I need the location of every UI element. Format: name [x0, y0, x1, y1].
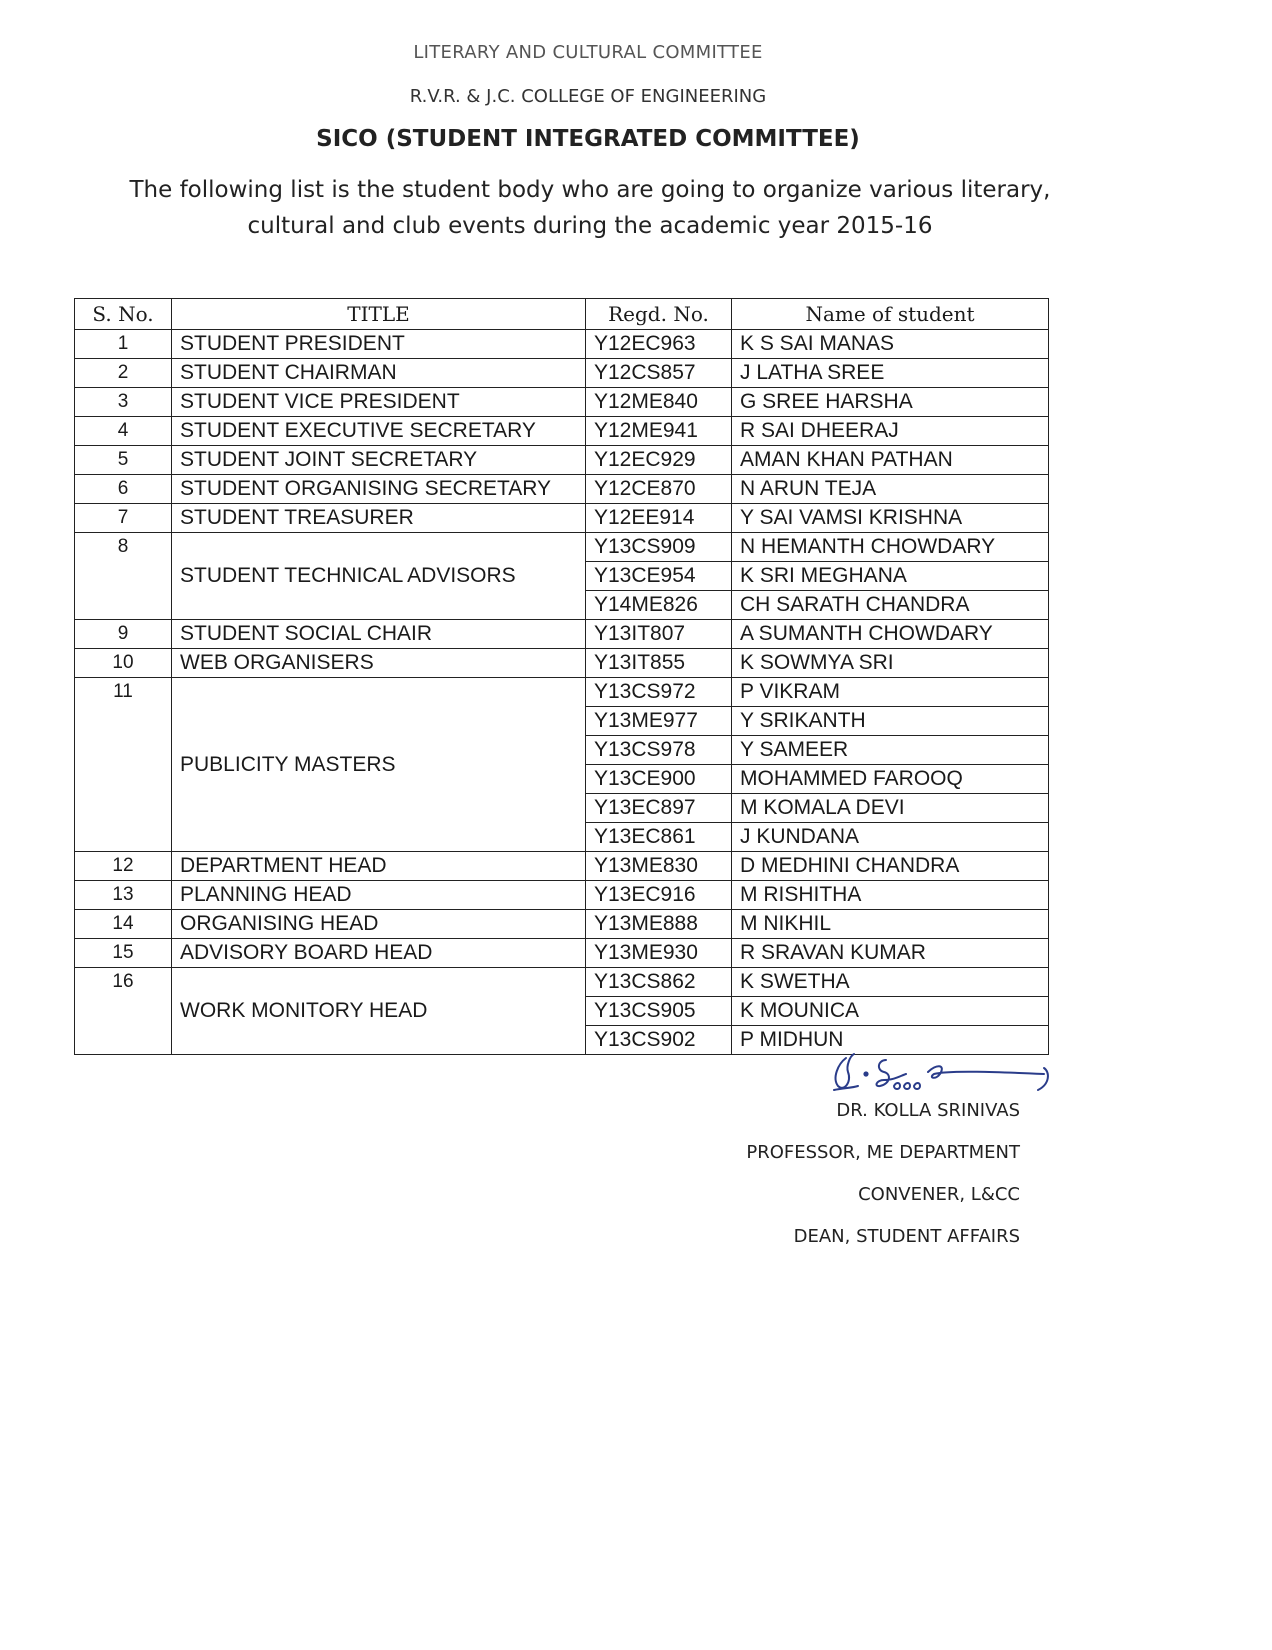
cell-sno: 10: [75, 649, 172, 678]
table-row: [75, 620, 1049, 649]
intro-line-1: The following list is the student body who are going to organize various literary,: [129, 177, 1051, 203]
table-row: [75, 678, 1049, 707]
header-regd: Regd. No.: [586, 299, 732, 330]
cell-regd-no: Y12ME840: [586, 388, 732, 417]
cell-title: WORK MONITORY HEAD: [172, 968, 586, 1055]
cell-sno: 13: [75, 881, 172, 910]
committee-heading: LITERARY AND CULTURAL COMMITTEE: [413, 42, 763, 63]
cell-regd-no: Y13CE900: [586, 765, 732, 794]
cell-student-name: Y SAMEER: [732, 736, 1049, 765]
cell-student-name: M KOMALA DEVI: [732, 794, 1049, 823]
committee-table: [74, 298, 1049, 1055]
cell-student-name: J KUNDANA: [732, 823, 1049, 852]
cell-student-name: K MOUNICA: [732, 997, 1049, 1026]
cell-title: STUDENT EXECUTIVE SECRETARY: [172, 417, 586, 446]
cell-student-name: N ARUN TEJA: [732, 475, 1049, 504]
table-row: [75, 330, 1049, 359]
cell-student-name: CH SARATH CHANDRA: [732, 591, 1049, 620]
cell-student-name: K SRI MEGHANA: [732, 562, 1049, 591]
cell-student-name: Y SRIKANTH: [732, 707, 1049, 736]
header-title: TITLE: [172, 299, 586, 330]
cell-sno: 15: [75, 939, 172, 968]
table-body: [75, 330, 1049, 1055]
table-row: [75, 446, 1049, 475]
cell-student-name: N HEMANTH CHOWDARY: [732, 533, 1049, 562]
cell-sno: 8: [75, 533, 172, 620]
cell-sno: 9: [75, 620, 172, 649]
table-row: [75, 649, 1049, 678]
cell-student-name: M NIKHIL: [732, 910, 1049, 939]
cell-regd-no: Y12CS857: [586, 359, 732, 388]
cell-regd-no: Y13ME977: [586, 707, 732, 736]
table-row: [75, 417, 1049, 446]
cell-student-name: R SRAVAN KUMAR: [732, 939, 1049, 968]
table-row: [75, 475, 1049, 504]
cell-title: STUDENT ORGANISING SECRETARY: [172, 475, 586, 504]
cell-sno: 12: [75, 852, 172, 881]
cell-student-name: MOHAMMED FAROOQ: [732, 765, 1049, 794]
cell-student-name: P MIDHUN: [732, 1026, 1049, 1055]
cell-student-name: D MEDHINI CHANDRA: [732, 852, 1049, 881]
cell-student-name: R SAI DHEERAJ: [732, 417, 1049, 446]
cell-regd-no: Y12EE914: [586, 504, 732, 533]
table-row: [75, 852, 1049, 881]
cell-regd-no: Y13CS909: [586, 533, 732, 562]
cell-title: STUDENT TREASURER: [172, 504, 586, 533]
cell-student-name: K S SAI MANAS: [732, 330, 1049, 359]
signatory-dean: DEAN, STUDENT AFFAIRS: [793, 1226, 1020, 1247]
cell-sno: 2: [75, 359, 172, 388]
header-sno: S. No.: [75, 299, 172, 330]
cell-sno: 4: [75, 417, 172, 446]
cell-regd-no: Y13CS862: [586, 968, 732, 997]
cell-student-name: K SOWMYA SRI: [732, 649, 1049, 678]
cell-sno: 11: [75, 678, 172, 852]
signatory-name: DR. KOLLA SRINIVAS: [836, 1100, 1020, 1121]
cell-regd-no: Y12ME941: [586, 417, 732, 446]
cell-student-name: A SUMANTH CHOWDARY: [732, 620, 1049, 649]
cell-regd-no: Y12CE870: [586, 475, 732, 504]
cell-sno: 1: [75, 330, 172, 359]
cell-regd-no: Y13EC916: [586, 881, 732, 910]
cell-regd-no: Y14ME826: [586, 591, 732, 620]
cell-title: PUBLICITY MASTERS: [172, 678, 586, 852]
cell-regd-no: Y13ME930: [586, 939, 732, 968]
table-row: [75, 968, 1049, 997]
cell-sno: 6: [75, 475, 172, 504]
cell-title: STUDENT SOCIAL CHAIR: [172, 620, 586, 649]
cell-title: PLANNING HEAD: [172, 881, 586, 910]
cell-title: ORGANISING HEAD: [172, 910, 586, 939]
cell-regd-no: Y13CS905: [586, 997, 732, 1026]
cell-regd-no: Y12EC929: [586, 446, 732, 475]
table-row: [75, 881, 1049, 910]
table-row: [75, 504, 1049, 533]
intro-paragraph: [100, 172, 1080, 244]
header-name: Name of student: [732, 299, 1049, 330]
intro-line-2: cultural and club events during the academic year 2015-16: [247, 213, 933, 239]
cell-title: DEPARTMENT HEAD: [172, 852, 586, 881]
cell-regd-no: Y13CS902: [586, 1026, 732, 1055]
cell-sno: 3: [75, 388, 172, 417]
cell-title: ADVISORY BOARD HEAD: [172, 939, 586, 968]
cell-regd-no: Y13CS972: [586, 678, 732, 707]
table-row: [75, 359, 1049, 388]
cell-student-name: G SREE HARSHA: [732, 388, 1049, 417]
cell-title: STUDENT PRESIDENT: [172, 330, 586, 359]
committee-table-wrapper: [74, 298, 1048, 1055]
cell-regd-no: Y13ME830: [586, 852, 732, 881]
cell-regd-no: Y13EC861: [586, 823, 732, 852]
cell-student-name: M RISHITHA: [732, 881, 1049, 910]
table-header-row: [75, 299, 1049, 330]
cell-regd-no: Y12EC963: [586, 330, 732, 359]
cell-regd-no: Y13CE954: [586, 562, 732, 591]
handwritten-signature: [828, 1050, 1068, 1100]
cell-regd-no: Y13ME888: [586, 910, 732, 939]
cell-sno: 7: [75, 504, 172, 533]
cell-title: WEB ORGANISERS: [172, 649, 586, 678]
cell-title: STUDENT VICE PRESIDENT: [172, 388, 586, 417]
signatory-designation: PROFESSOR, ME DEPARTMENT: [746, 1142, 1020, 1163]
cell-regd-no: Y13IT855: [586, 649, 732, 678]
document-title: SICO (STUDENT INTEGRATED COMMITTEE): [316, 126, 860, 152]
cell-sno: 16: [75, 968, 172, 1055]
table-row: [75, 939, 1049, 968]
cell-title: STUDENT TECHNICAL ADVISORS: [172, 533, 586, 620]
cell-regd-no: Y13IT807: [586, 620, 732, 649]
signatory-convener: CONVENER, L&CC: [858, 1184, 1020, 1205]
table-row: [75, 910, 1049, 939]
cell-title: STUDENT JOINT SECRETARY: [172, 446, 586, 475]
cell-sno: 5: [75, 446, 172, 475]
cell-regd-no: Y13CS978: [586, 736, 732, 765]
table-row: [75, 533, 1049, 562]
table-row: [75, 388, 1049, 417]
cell-title: STUDENT CHAIRMAN: [172, 359, 586, 388]
cell-student-name: Y SAI VAMSI KRISHNA: [732, 504, 1049, 533]
cell-student-name: P VIKRAM: [732, 678, 1049, 707]
cell-student-name: K SWETHA: [732, 968, 1049, 997]
cell-regd-no: Y13EC897: [586, 794, 732, 823]
college-heading: R.V.R. & J.C. COLLEGE OF ENGINEERING: [409, 86, 767, 107]
cell-sno: 14: [75, 910, 172, 939]
cell-student-name: J LATHA SREE: [732, 359, 1049, 388]
cell-student-name: AMAN KHAN PATHAN: [732, 446, 1049, 475]
